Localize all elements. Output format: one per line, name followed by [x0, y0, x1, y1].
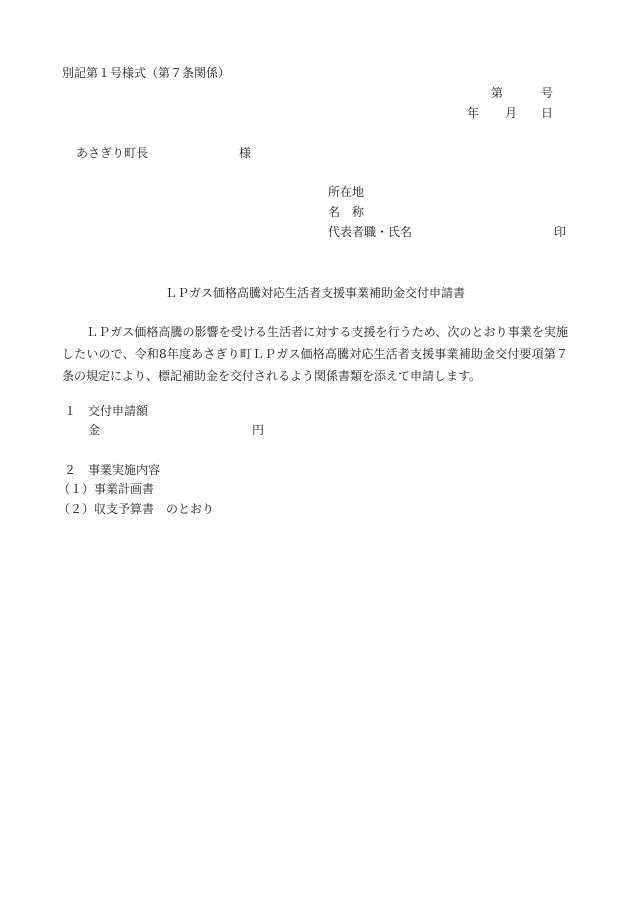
form-label: 別記第１号様式（第７条関係）	[62, 66, 231, 80]
date-month: 月	[505, 106, 518, 120]
applicant-name-label: 名 称	[328, 205, 365, 219]
applicant-rep-label: 代表者職・氏名	[328, 225, 413, 239]
section2-item-budget: （２）収支予算書 のとおり	[58, 502, 215, 516]
doc-number-go: 号	[541, 86, 554, 100]
body-text: ＬＰガス価格高騰の影響を受ける生活者に対する支援を行うため、次のとおり事業を実施したいので、令和8年度あさぎり町ＬＰガス価格高騰対応生活者支援事業補助金交付要項第７条の規定により、標記補助金を交付されるよう関係書類を添えて申請します。	[62, 325, 568, 383]
applicant-address-label: 所在地	[328, 185, 365, 199]
section1-heading: １ 交付申請額	[64, 404, 149, 418]
addressee-name: あさぎり町長	[76, 146, 149, 160]
document-title: ＬＰガス価格高騰対応生活者支援事業補助金交付申請書	[164, 286, 465, 300]
section2-heading: ２ 事業実施内容	[64, 463, 161, 477]
seal-mark: 印	[554, 225, 567, 239]
section2-item-plan: （１）事業計画書	[58, 482, 155, 496]
doc-number-dai: 第	[491, 86, 504, 100]
addressee-honorific: 様	[239, 146, 252, 160]
amount-prefix: 金	[88, 423, 101, 437]
amount-unit: 円	[252, 423, 265, 437]
date-year: 年	[467, 106, 480, 120]
date-day: 日	[541, 106, 554, 120]
